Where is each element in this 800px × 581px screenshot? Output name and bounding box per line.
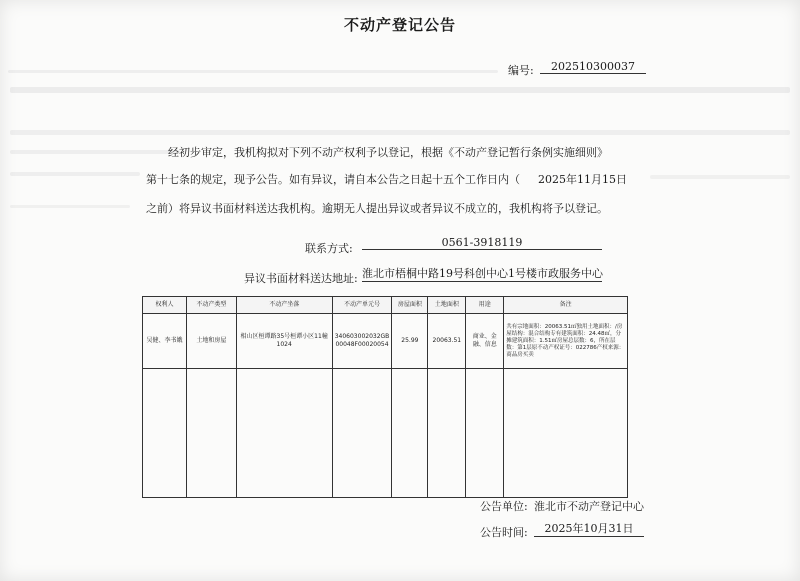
- scan-noise-band: [10, 172, 140, 176]
- location-cell: 相山区桓谭路35号桓谭小区11幢1024: [236, 314, 332, 369]
- table-row-empty: [143, 369, 628, 498]
- column-header: 房屋面积: [392, 297, 428, 314]
- column-header: 权利人: [143, 297, 187, 314]
- land-area-cell: 20063.51: [428, 314, 466, 369]
- scan-noise-band: [10, 130, 790, 135]
- scan-noise-band: [650, 175, 790, 179]
- registration-table: [142, 296, 628, 498]
- table-header-row: [143, 297, 628, 314]
- column-header: 不动产坐落: [236, 297, 332, 314]
- publisher-value: 淮北市不动产登记中心: [534, 500, 644, 513]
- remark-cell: 共有宗地面积：20063.51㎡独用土地面积：/房屋结构：混合结构专有建筑面积：24.48㎡，分摊建筑面积：1.51㎡房屋总层数：6，所在层数：第1层原不动产权证号：022786产权来源：商品房买卖: [504, 314, 628, 369]
- owner-cell: 吴健、李书娥: [143, 314, 187, 369]
- body-line-1: 经初步审定，我机构拟对下列不动产权利予以登记，根据《不动产登记暂行条例实施细则》: [168, 146, 608, 159]
- date-value: 2025年10月31日: [534, 520, 644, 537]
- column-header: 土地面积: [428, 297, 466, 314]
- page-title: 不动产登记公告: [343, 16, 456, 34]
- column-header: 备注: [504, 297, 628, 314]
- body-line-3: 之前）将异议书面材料送达我机构。逾期无人提出异议或者异议不成立的，我机构将予以登记。: [146, 202, 608, 215]
- type-cell: 土地和房屋: [186, 314, 236, 369]
- house-area-cell: 25.99: [392, 314, 428, 369]
- contact-value: 0561-3918119: [362, 236, 602, 250]
- usage-cell: 商业、金融、信息: [466, 314, 504, 369]
- scan-noise-band: [10, 87, 790, 93]
- unit-number-cell: 340603002032GB00048F00020054: [332, 314, 392, 369]
- scan-noise-band: [8, 70, 498, 73]
- publisher-label: 公告单位:: [480, 500, 528, 513]
- date-label: 公告时间:: [480, 526, 528, 539]
- serial-value: 202510300037: [540, 60, 646, 74]
- contact-label: 联系方式:: [305, 242, 353, 255]
- body-line-2: 第十七条的规定，现予公告。如有异议，请自本公告之日起十五个工作日内（: [146, 173, 520, 186]
- column-header: 不动产类型: [186, 297, 236, 314]
- serial-label: 编号:: [508, 64, 534, 77]
- scan-noise-band: [10, 205, 130, 208]
- deadline-date: 2025年11月15日: [538, 173, 627, 186]
- column-header: 不动产单元号: [332, 297, 392, 314]
- column-header: 用途: [466, 297, 504, 314]
- scan-noise-band: [10, 150, 180, 154]
- address-label: 异议书面材料送达地址:: [244, 272, 358, 285]
- address-value: 淮北市梧桐中路19号科创中心1号楼市政服务中心: [362, 267, 603, 280]
- table-row: [143, 314, 628, 369]
